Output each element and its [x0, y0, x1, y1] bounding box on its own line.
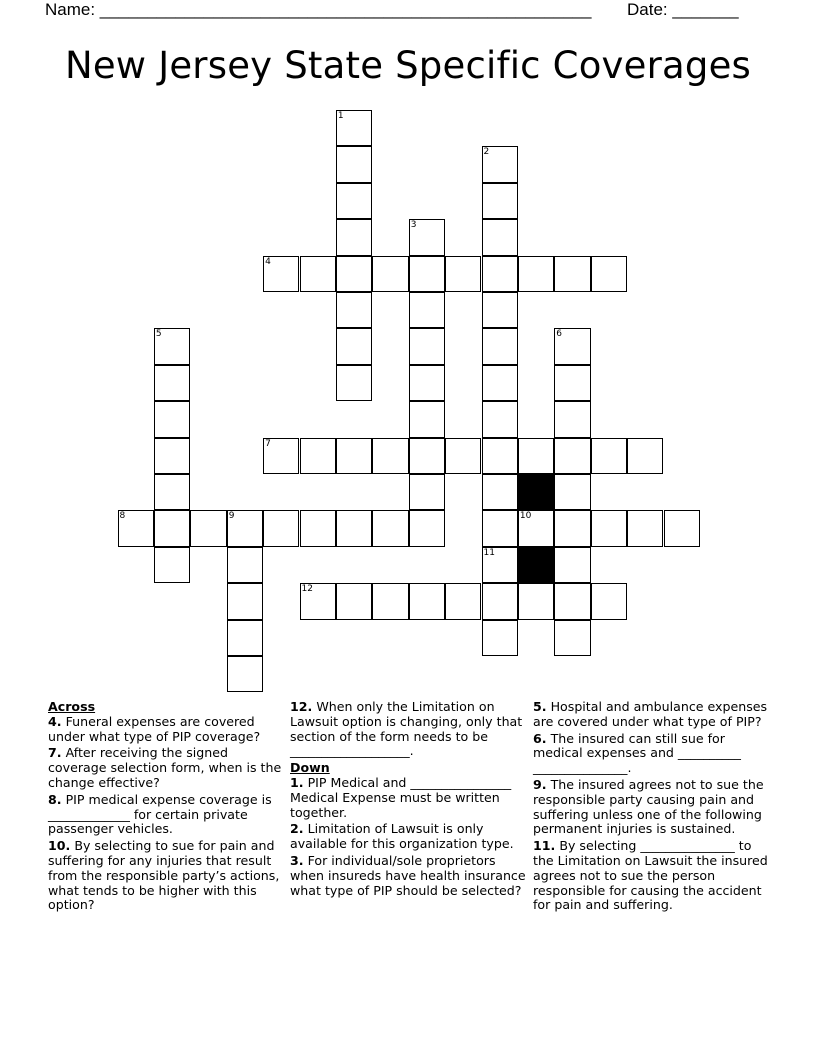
crossword-cell[interactable] — [591, 256, 627, 292]
crossword-cell[interactable] — [336, 328, 372, 364]
crossword-cell[interactable] — [554, 256, 590, 292]
crossword-cell[interactable] — [554, 438, 590, 474]
page-title: New Jersey State Specific Coverages — [64, 44, 752, 87]
crossword-cell[interactable] — [482, 328, 518, 364]
crossword-cell[interactable] — [336, 110, 372, 146]
crossword-cell[interactable] — [154, 401, 190, 437]
crossword-block — [518, 547, 554, 583]
crossword-cell[interactable] — [227, 620, 263, 656]
crossword-cell[interactable] — [372, 438, 408, 474]
crossword-cell[interactable] — [154, 474, 190, 510]
crossword-cell[interactable] — [409, 438, 445, 474]
clue-number: 10. — [48, 838, 71, 854]
crossword-cell[interactable] — [154, 365, 190, 401]
crossword-cell[interactable] — [482, 474, 518, 510]
crossword-cell[interactable] — [154, 547, 190, 583]
crossword-cell[interactable] — [482, 620, 518, 656]
clue-text: After receiving the signed coverage selection form, when is the change effective? — [48, 745, 282, 790]
crossword-cell[interactable] — [554, 365, 590, 401]
crossword-cell[interactable] — [554, 401, 590, 437]
clue-number: 8. — [48, 791, 62, 807]
across-heading: Across — [48, 699, 96, 714]
crossword-cell[interactable] — [154, 510, 190, 546]
crossword-cell[interactable] — [336, 256, 372, 292]
clue-down-11 — [533, 839, 769, 913]
clue-column-2 — [290, 700, 526, 900]
crossword-cell[interactable] — [409, 510, 445, 546]
clue-number-label: 4 — [265, 256, 271, 267]
crossword-cell[interactable] — [554, 510, 590, 546]
clue-number: 11. — [533, 838, 556, 854]
crossword-cell[interactable] — [372, 256, 408, 292]
clue-number-label: 6 — [556, 329, 563, 340]
crossword-cell[interactable] — [154, 438, 190, 474]
clue-across-12 — [290, 700, 526, 759]
clue-number-label: 9 — [228, 511, 235, 522]
crossword-cell[interactable] — [300, 510, 336, 546]
crossword-cell[interactable] — [336, 292, 372, 328]
clue-number: 6. — [533, 730, 547, 746]
crossword-cell[interactable] — [554, 328, 590, 364]
clue-number-label: 7 — [265, 438, 271, 449]
crossword-cell[interactable] — [263, 256, 299, 292]
clue-down-2 — [290, 822, 526, 852]
clue-number-label: 12 — [301, 584, 313, 595]
crossword-cell[interactable] — [227, 656, 263, 692]
clue-text: PIP Medical and ________________ Medical Expense must be written together. — [290, 774, 512, 820]
crossword-cell[interactable] — [300, 256, 336, 292]
crossword-cell[interactable] — [263, 510, 299, 546]
clue-number-label: 11 — [483, 547, 495, 558]
crossword-cell[interactable] — [518, 583, 554, 619]
crossword-cell[interactable] — [190, 510, 226, 546]
crossword-cell[interactable] — [409, 328, 445, 364]
crossword-cell[interactable] — [518, 438, 554, 474]
crossword-cell[interactable] — [554, 474, 590, 510]
crossword-block — [518, 474, 554, 510]
crossword-cell[interactable] — [445, 438, 481, 474]
crossword-cell[interactable] — [627, 438, 663, 474]
crossword-cell[interactable] — [482, 256, 518, 292]
crossword-cell[interactable] — [336, 219, 372, 255]
clue-number-label: 2 — [483, 147, 490, 158]
crossword-cell[interactable] — [336, 183, 372, 219]
crossword-cell[interactable] — [263, 438, 299, 474]
crossword-cell[interactable] — [445, 256, 481, 292]
crossword-cell[interactable] — [591, 583, 627, 619]
crossword-cell[interactable] — [409, 292, 445, 328]
crossword-cell[interactable] — [336, 146, 372, 182]
clue-across-4 — [48, 715, 284, 745]
clue-number: 4. — [48, 713, 62, 729]
clue-text: For individual/sole proprietors when insureds have health insurance what type of PIP should be selected? — [290, 852, 526, 898]
clue-down-5 — [533, 700, 769, 730]
clue-number-label: 1 — [337, 111, 344, 121]
crossword-cell[interactable] — [482, 583, 518, 619]
clue-across-8 — [48, 793, 284, 837]
clue-text: The insured can still sue for medical expenses and __________ _______________. — [533, 730, 741, 776]
crossword-cell[interactable] — [518, 510, 554, 546]
crossword-cell[interactable] — [482, 292, 518, 328]
crossword-cell[interactable] — [482, 401, 518, 437]
crossword-cell[interactable] — [227, 547, 263, 583]
crossword-cell[interactable] — [227, 583, 263, 619]
crossword-cell[interactable] — [445, 583, 481, 619]
crossword-cell[interactable] — [372, 510, 408, 546]
clue-number-label: 10 — [519, 511, 532, 522]
clue-text: When only the Limitation on Lawsuit option is changing, only that section of the form needs to be ___________________. — [290, 699, 523, 759]
clue-number: 7. — [48, 745, 62, 761]
crossword-cell[interactable] — [664, 510, 700, 546]
clue-across-7 — [48, 746, 284, 790]
crossword-cell[interactable] — [409, 219, 445, 255]
crossword-cell[interactable] — [227, 510, 263, 546]
crossword-cell[interactable] — [591, 510, 627, 546]
clue-text: By selecting to sue for pain and suffering for any injuries that result from the responsible party’s actions, what tends to be higher with this option? — [48, 838, 280, 913]
clue-down-3 — [290, 854, 526, 898]
clue-number: 5. — [533, 699, 547, 714]
crossword-cell[interactable] — [118, 510, 154, 546]
crossword-cell[interactable] — [482, 547, 518, 583]
clue-text: Hospital and ambulance expenses are covered under what type of PIP? — [533, 699, 768, 729]
crossword-cell[interactable] — [336, 583, 372, 619]
crossword-cell[interactable] — [300, 583, 336, 619]
clue-number: 12. — [290, 699, 313, 714]
crossword-cell[interactable] — [482, 438, 518, 474]
crossword-cell[interactable] — [554, 620, 590, 656]
crossword-cell[interactable] — [591, 438, 627, 474]
crossword-cell[interactable] — [554, 547, 590, 583]
clue-text: By selecting _______________ to the Limitation on Lawsuit the insured agrees not to sue the person responsible for causing the accident for pain and suffering. — [533, 838, 768, 913]
crossword-cell[interactable] — [518, 256, 554, 292]
crossword-cell[interactable] — [336, 365, 372, 401]
clue-number: 1. — [290, 774, 304, 790]
crossword-cell[interactable] — [482, 183, 518, 219]
crossword-cell[interactable] — [409, 474, 445, 510]
name-field[interactable]: Name: ____________________________________________________ — [45, 0, 592, 19]
crossword-cell[interactable] — [482, 365, 518, 401]
clue-down-9 — [533, 778, 769, 837]
clue-down-1 — [290, 776, 526, 820]
crossword-cell[interactable] — [482, 146, 518, 182]
crossword-cell[interactable] — [336, 510, 372, 546]
crossword-cell[interactable] — [409, 583, 445, 619]
clue-down-6 — [533, 732, 769, 776]
date-field[interactable]: Date: _______ — [627, 0, 739, 19]
crossword-cell[interactable] — [627, 510, 663, 546]
crossword-cell[interactable] — [409, 365, 445, 401]
down-heading: Down — [290, 760, 330, 776]
clue-text: The insured agrees not to sue the responsible party causing pain and suffering unless one of the following permanent injuries is sustained. — [533, 776, 764, 837]
clue-number: 3. — [290, 852, 304, 868]
crossword-cell[interactable] — [336, 438, 372, 474]
clue-number-label: 3 — [410, 220, 417, 231]
crossword-cell[interactable] — [409, 401, 445, 437]
clue-column-1 — [48, 700, 284, 915]
crossword-cell[interactable] — [154, 328, 190, 364]
clue-text: PIP medical expense coverage is _____________ for certain private passenger vehicles. — [48, 791, 272, 837]
clue-text: Funeral expenses are covered under what type of PIP coverage? — [48, 713, 261, 744]
crossword-cell[interactable] — [409, 256, 445, 292]
crossword-cell[interactable] — [300, 438, 336, 474]
clue-number: 9. — [533, 776, 547, 792]
clue-text: Limitation of Lawsuit is only available for this organization type. — [290, 821, 514, 852]
clue-number-label: 5 — [155, 329, 162, 340]
clue-across-10 — [48, 839, 284, 913]
clue-number: 2. — [290, 821, 304, 837]
clue-number-label: 8 — [119, 511, 126, 522]
crossword-cell[interactable] — [482, 219, 518, 255]
crossword-cell[interactable] — [482, 510, 518, 546]
crossword-cell[interactable] — [554, 583, 590, 619]
clue-column-3 — [533, 700, 769, 915]
crossword-cell[interactable] — [372, 583, 408, 619]
